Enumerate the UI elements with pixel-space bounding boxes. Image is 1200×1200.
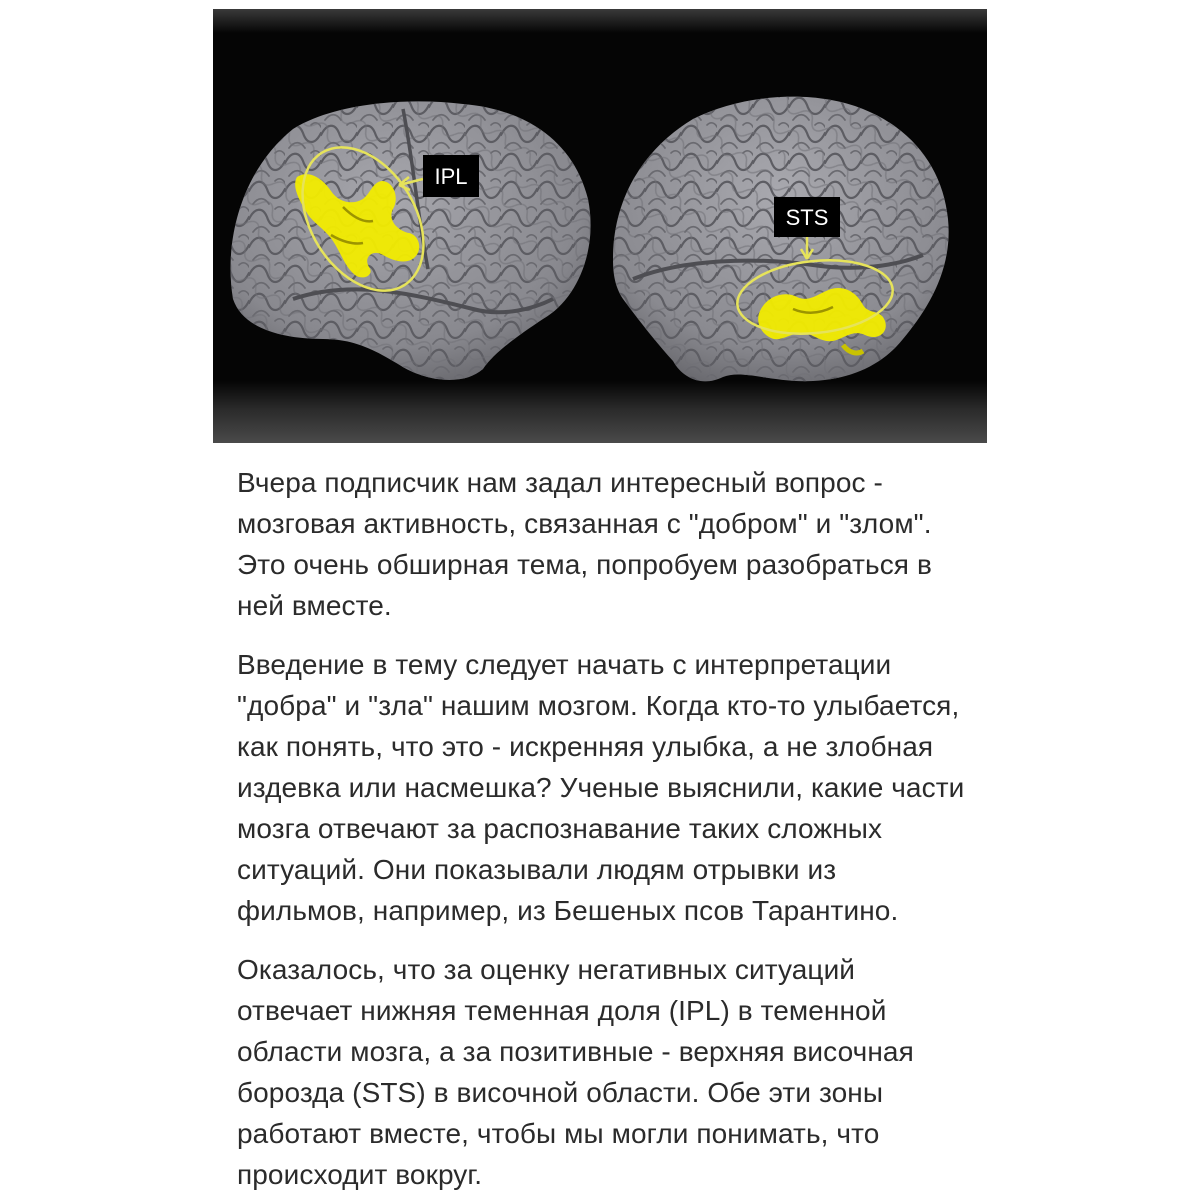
post-body: [237, 462, 967, 1200]
post-paragraph-2: Введение в тему следует начать с интерпретации "добра" и "зла" нашим мозгом. Когда кто-то улыбается, как понять, что это - искренняя улыбка, а не злобная издевка или насмешка? Ученые выяснили, какие части мозга отвечают за распознавание таких сложных ситуаций. Они показывали людям отрывки из фильмов, например, из Бешеных псов Тарантино.: [237, 649, 965, 926]
post-paragraph-1: Вчера подписчик нам задал интересный вопрос - мозговая активность, связанная с "добром" и "злом". Это очень обширная тема, попробуем разобраться в ней вместе.: [237, 467, 932, 621]
brain-figure: [213, 9, 987, 443]
frame-bottom-band: [213, 381, 987, 443]
post-paragraph-3: Оказалось, что за оценку негативных ситуаций отвечает нижняя теменная доля (IPL) в теменной области мозга, а за позитивные - верхняя височная борозда (STS) в височной области. Обе эти зоны работают вместе, чтобы мы могли понимать, что происходит вокруг.: [237, 954, 914, 1190]
brain-illustration: [213, 9, 987, 443]
sts-label: STS: [785, 205, 829, 230]
frame-top-band: [213, 9, 987, 33]
left-brain-hemisphere: [213, 89, 613, 389]
right-brain-hemisphere: [603, 89, 963, 389]
ipl-label: IPL: [434, 164, 468, 189]
